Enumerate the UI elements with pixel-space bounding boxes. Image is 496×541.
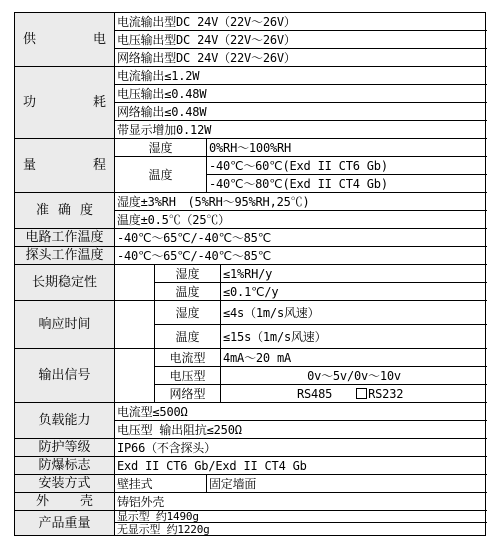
consumption-header xyxy=(15,67,129,139)
consumption-row: 网络输出≤0.48W xyxy=(115,103,487,121)
stability-value: ≤1%RH/y xyxy=(221,265,487,283)
output-voltage-label: 电压型 xyxy=(155,367,221,385)
probe-temp-value: -40℃～65℃/-40℃～85℃ xyxy=(115,247,487,265)
response-key: 湿度 xyxy=(155,301,221,325)
power-header xyxy=(15,13,129,67)
range-temperature-value: -40℃～60℃(Exd II CT6 Gb) xyxy=(207,157,487,175)
range-header xyxy=(15,139,129,193)
stability-key: 湿度 xyxy=(155,265,221,283)
accuracy-header xyxy=(15,193,115,229)
output-current-value: 4mA～20 mA xyxy=(221,349,487,367)
consumption-row: 电压输出≤0.48W xyxy=(115,85,487,103)
stability-key: 温度 xyxy=(155,283,221,301)
housing-label: 外 壳 xyxy=(35,494,102,509)
load-row: 电流型≤500Ω xyxy=(115,403,487,421)
output-spacer xyxy=(115,349,155,403)
range-humidity-value: 0%RH～100%RH xyxy=(207,139,487,157)
power-row: 网络输出型DC 24V（22V～26V） xyxy=(115,49,487,67)
weight-row: 显示型 约1490g xyxy=(115,511,487,523)
housing-header xyxy=(15,493,115,511)
response-value: ≤15s（1m/s风速） xyxy=(221,325,487,349)
output-network-value xyxy=(221,385,487,403)
probe-temp-header: 探头工作温度 xyxy=(15,247,115,265)
output-header: 输出信号 xyxy=(15,349,115,403)
power-row: 电压输出型DC 24V（22V～26V） xyxy=(115,31,487,49)
install-value-b: 固定墙面 xyxy=(207,475,487,493)
range-humidity-label: 湿度 xyxy=(115,139,207,157)
power-row: 电流输出型DC 24V（22V～26V） xyxy=(115,13,487,31)
consumption-row: 电流输出≤1.2W xyxy=(115,67,487,85)
load-header: 负载能力 xyxy=(15,403,115,439)
response-header: 响应时间 xyxy=(15,301,115,349)
weight-row: 无显示型 约1220g xyxy=(117,522,210,536)
housing-value: 铸铝外壳 xyxy=(115,493,487,511)
accuracy-label: 准确度 xyxy=(35,203,102,218)
install-header: 安装方式 xyxy=(15,475,115,493)
checkbox-icon xyxy=(356,388,367,399)
power-label: 供 电 xyxy=(23,32,129,47)
stability-value: ≤0.1℃/y xyxy=(221,283,487,301)
protection-header: 防护等级 xyxy=(15,439,115,457)
install-value-a: 壁挂式 xyxy=(115,475,207,493)
response-value: ≤4s（1m/s风速） xyxy=(221,301,487,325)
output-voltage-value: 0v～5v/0v～10v xyxy=(221,367,487,385)
accuracy-row: 湿度±3%RH (5%RH～95%RH,25℃) xyxy=(115,193,487,211)
weight-header: 产品重量 xyxy=(15,511,115,535)
range-label: 量 程 xyxy=(23,158,129,173)
response-spacer xyxy=(115,301,155,349)
circuit-temp-header: 电路工作温度 xyxy=(15,229,115,247)
explosion-value: Exd II CT6 Gb/Exd II CT4 Gb xyxy=(115,457,487,475)
stability-spacer xyxy=(115,265,155,301)
protection-value: IP66（不含探头） xyxy=(115,439,487,457)
network-option-rs232: RS232 xyxy=(368,386,404,401)
network-option-rs485: RS485 xyxy=(297,386,333,401)
accuracy-row: 温度±0.5℃（25℃） xyxy=(115,211,487,229)
output-network-label: 网络型 xyxy=(155,385,221,403)
circuit-temp-value: -40℃～65℃/-40℃～85℃ xyxy=(115,229,487,247)
output-current-label: 电流型 xyxy=(155,349,221,367)
explosion-header: 防爆标志 xyxy=(15,457,115,475)
consumption-label: 功 耗 xyxy=(23,95,129,110)
range-temperature-value: -40℃～80℃(Exd II CT4 Gb) xyxy=(207,175,487,193)
consumption-row: 带显示增加0.12W xyxy=(115,121,487,139)
stability-header: 长期稳定性 xyxy=(15,265,115,301)
response-key: 温度 xyxy=(155,325,221,349)
range-temperature-label: 温度 xyxy=(115,157,207,193)
spec-table xyxy=(14,12,486,536)
load-row: 电压型 输出阻抗≤250Ω xyxy=(115,421,487,439)
